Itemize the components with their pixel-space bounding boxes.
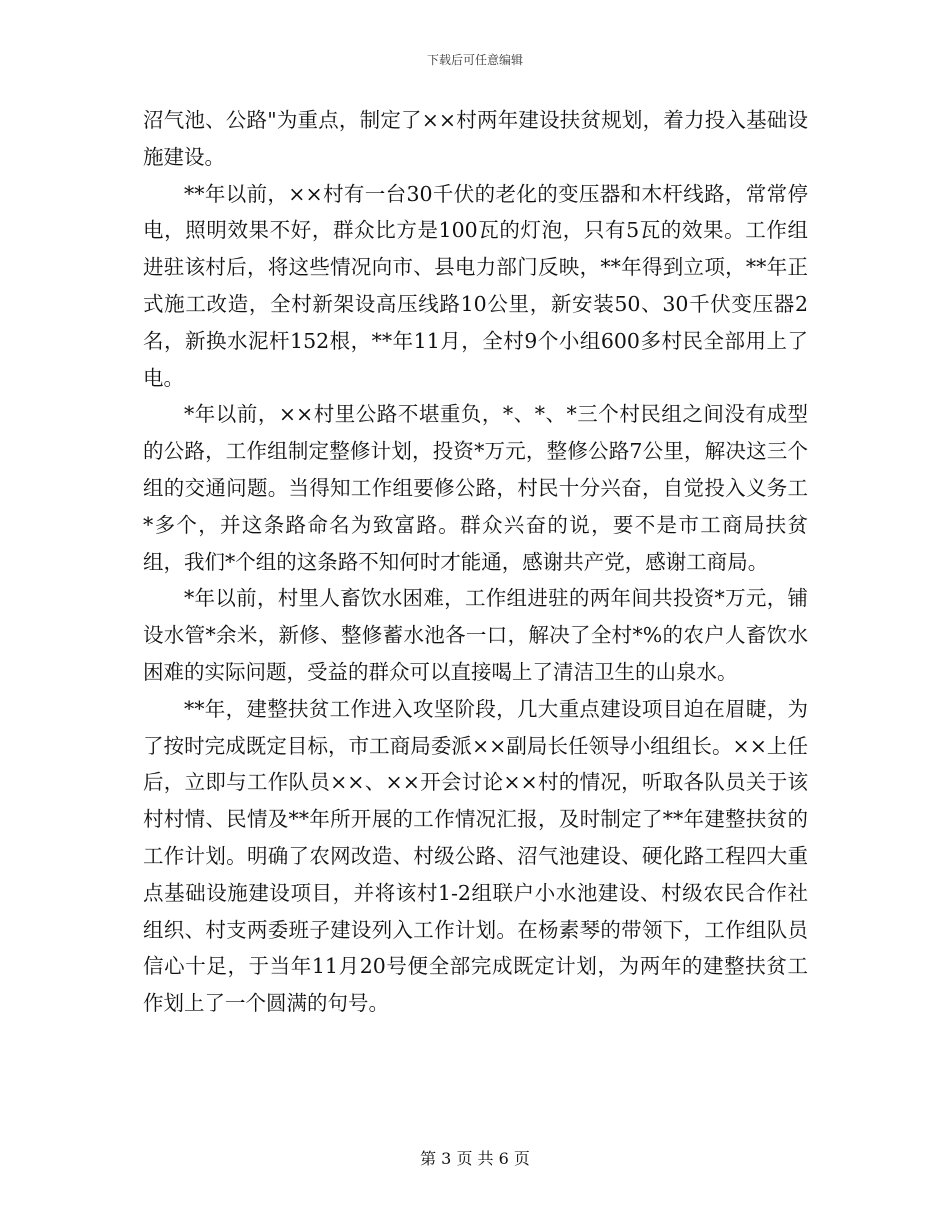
page-header-note: 下载后可任意编辑 [426,53,523,67]
document-body [143,102,808,1022]
paragraph-road: *年以前，××村里公路不堪重负，*、*、*三个村民组之间没有成型的公路，工作组制定整修计划，投资*万元，整修公路7公里，解决这三个组的交通问题。当得知工作组要修公路，村民十分兴奋，自觉投入义务工*多个，并这条路命名为致富路。群众兴奋的说，要不是市工商局扶贫组，我们*个组的这条路不知何时才能通，感谢共产党，感谢工商局。 [143,402,808,574]
paragraph-poverty-plan: **年，建整扶贫工作进入攻坚阶段，几大重点建设项目迫在眉睫，为了按时完成既定目标，市工商局委派××副局长任领导小组组长。××上任后，立即与工作队员××、××开会讨论××村的情况，听取各队员关于该村村情、民情及**年所开展的工作情况汇报，及时制定了**年建整扶贫的工作计划。明确了农网改造、村级公路、沼气池建设、硬化路工程四大重点基础设施建设项目，并将该村1-2组联户小水池建设、村级农民合作社组织、村支两委班子建设列入工作计划。在杨素琴的带领下，工作组队员信心十足，于当年11月20号便全部完成既定计划，为两年的建整扶贫工作划上了一个圆满的句号。 [143,696,808,1016]
paragraph-water: *年以前，村里人畜饮水困难，工作组进驻的两年间共投资*万元，铺设水管*余米，新修、整修蓄水池各一口，解决了全村*%的农户人畜饮水困难的实际问题，受益的群众可以直接喝上了清洁卫生的山泉水。 [143,586,808,684]
page-number: 第 3 页 共 6 页 [420,1149,530,1168]
paragraph-power-grid: **年以前，××村有一台30千伏的老化的变压器和木杆线路，常常停电，照明效果不好，群众比方是100瓦的灯泡，只有5瓦的效果。工作组进驻该村后，将这些情况向市、县电力部门反映，**年得到立项，**年正式施工改造，全村新架设高压线路10公里，新安装50、30千伏变压器2名，新换水泥杆152根，**年11月，全村9个小组600多村民全部用上了电。 [143,181,808,390]
paragraph-continuation: 沼气池、公路"为重点，制定了××村两年建设扶贫规划，着力投入基础设施建设。 [143,108,808,169]
